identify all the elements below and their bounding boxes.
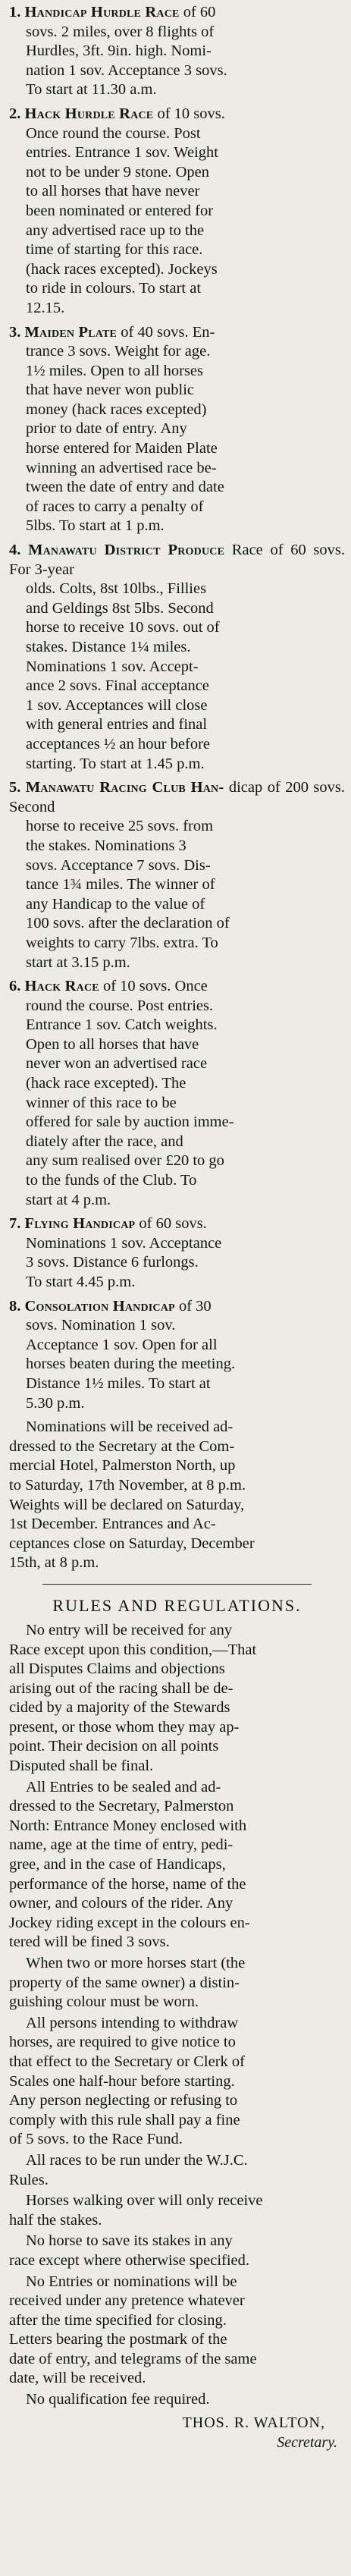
race-title-line	[9, 1214, 345, 1234]
race-line-text: horse entered for Maiden Plate	[26, 440, 218, 457]
race-number: 2.	[9, 105, 21, 122]
paragraph-line: No entry will be received for any	[26, 1621, 233, 1638]
paragraph-line: cided by a majority of the Stewards	[9, 1699, 230, 1717]
paragraph-line: gree, and in the case of Handicaps,	[9, 1856, 226, 1874]
paragraph-line: Scales one half-hour before starting.	[9, 2072, 235, 2090]
race-line-text: ance 2 sovs. Final acceptance	[26, 677, 209, 695]
paragraph-line: North: Entrance Money enclosed with	[9, 1817, 247, 1834]
race-line-text: Distance 1½ miles. To start at	[26, 1374, 211, 1392]
race-line-text: Nominations 1 sov. Accept-	[26, 658, 199, 675]
paragraph-line: guishing colour must be worn.	[9, 1993, 199, 2011]
paragraph-line: Horses walking over will only receive	[26, 2192, 263, 2210]
signature-name: THOS. R. WALTON,	[182, 2414, 325, 2431]
race-line-text: sovs. 2 miles, over 8 flights of	[26, 23, 215, 40]
race-name: Consolation Handicap	[24, 1297, 175, 1315]
race-line-text: To start 4.45 p.m.	[26, 1274, 136, 1290]
race-line-text: of 10 sovs.	[157, 105, 225, 122]
race-line-text: of 60	[183, 4, 216, 20]
paragraph-line: present, or those whom they may ap-	[9, 1718, 240, 1736]
race-line-text: Acceptance 1 sov. Open for all	[26, 1336, 218, 1353]
race-line-text: (hack race excepted). The	[26, 1075, 186, 1092]
race-line-text: Race of 60 sovs. For 3-year	[9, 542, 345, 578]
race-line-text: 5lbs. To start at 1 p.m.	[26, 517, 165, 535]
paragraph-line: dressed to the Secretary at the Com-	[9, 1437, 235, 1455]
race-line-text: time of starting for this race.	[26, 241, 203, 259]
race-line-text: of 40 sovs. En-	[121, 323, 215, 341]
paragraph-line: Race except upon this condition,—That	[9, 1641, 257, 1658]
paragraph-line: mercial Hotel, Palmerston North, up	[9, 1457, 236, 1475]
race-line-text: 3 sovs. Distance 6 furlongs.	[26, 1254, 199, 1271]
race-line-text: offered for sale by auction imme-	[26, 1114, 234, 1131]
paragraph-line: Weights will be declared on Saturday,	[9, 1496, 245, 1513]
paragraph-line: performance of the horse, name of the	[9, 1875, 246, 1893]
paragraph-line: When two or more horses start (the	[26, 1955, 246, 1971]
paragraph-line: all Disputes Claims and objections	[9, 1660, 225, 1678]
race-line-text: prior to date of entry. Any	[26, 420, 187, 438]
rule-paragraph	[9, 2014, 345, 2150]
rule-paragraph	[9, 2232, 345, 2270]
race-line-text: 5.30 p.m.	[26, 1394, 85, 1412]
race-entry	[9, 1297, 345, 1414]
race-line-text: diately after the race, and	[26, 1132, 183, 1150]
paragraph-line: Rules.	[9, 2171, 49, 2188]
race-line-text: sovs. Acceptance 7 sovs. Dis-	[26, 856, 211, 874]
paragraph-line: half the stakes.	[9, 2211, 102, 2229]
race-entry	[9, 3, 345, 100]
race-line-text: with general entries and final	[26, 716, 208, 734]
race-line-text: that have never won public	[26, 382, 195, 399]
race-line-text: never won an advertised race	[26, 1055, 208, 1073]
race-programme	[9, 3, 345, 1413]
race-number: 4.	[9, 542, 21, 559]
race-line-text: any Handicap to the value of	[26, 895, 205, 913]
rule-paragraph	[9, 2191, 345, 2230]
paragraph-line: Any person neglecting or refusing to	[9, 2092, 238, 2109]
race-title-line	[9, 541, 345, 580]
race-line-text: trance 3 sovs. Weight for age.	[26, 343, 211, 360]
signature-title: Secretary.	[277, 2433, 337, 2451]
race-line-text: and Geldings 8st 5lbs. Second	[26, 599, 214, 617]
race-line-text: start at 3.15 p.m.	[26, 953, 130, 971]
race-name: Maiden Plate	[24, 323, 118, 341]
race-line-text: to all horses that have never	[26, 183, 200, 200]
race-line-text: of 30	[178, 1297, 212, 1315]
race-entry	[9, 105, 345, 319]
paragraph-line: race except where otherwise specified.	[9, 2251, 250, 2269]
paragraph-line: No Entries or nominations will be	[26, 2273, 237, 2290]
paragraph-line: tered will be fined 3 sovs.	[9, 1934, 170, 1951]
race-entry	[9, 1214, 345, 1292]
race-line-text: to ride in colours. To start at	[26, 280, 202, 297]
race-line-text: 1½ miles. Open to all horses	[26, 362, 204, 379]
paragraph-line: property of the same owner) a distin-	[9, 1974, 240, 1991]
race-line-text: 1 sov. Acceptances will close	[26, 696, 208, 714]
race-line-text: of races to carry a penalty of	[26, 498, 204, 515]
rule-paragraph	[9, 2273, 345, 2389]
race-line-text: winning an advertised race be-	[26, 459, 217, 476]
race-entry	[9, 323, 345, 537]
rule-paragraph	[9, 1778, 345, 1952]
race-line-text: horse to receive 10 sovs. out of	[26, 619, 220, 636]
race-line-text: of 10 sovs. Once	[102, 978, 208, 995]
race-line-text: any advertised race up to the	[26, 221, 205, 239]
race-line-text: sovs. Nomination 1 sov.	[26, 1317, 176, 1334]
race-number: 5.	[9, 779, 21, 796]
paragraph-line: owner, and colours of the rider. Any	[9, 1895, 233, 1912]
paragraph-line: date of entry, and telegrams of the same	[9, 2350, 257, 2367]
nominations-paragraph	[9, 1418, 345, 1573]
race-line-text: acceptances ½ an hour before	[26, 735, 211, 752]
paragraph-line: to Saturday, 17th November, at 8 p.m.	[9, 1476, 246, 1494]
paragraph-line: name, age at the time of entry, pedi-	[9, 1836, 233, 1854]
rule-paragraph	[9, 1954, 345, 2012]
race-entry	[9, 977, 345, 1210]
paragraph-line: that effect to the Secretary or Clerk of	[9, 2053, 245, 2070]
race-entry	[9, 541, 345, 774]
race-number: 6.	[9, 978, 21, 995]
race-line-text: round the course. Post entries.	[26, 997, 214, 1014]
paragraph-line: Disputed shall be final.	[9, 1758, 154, 1775]
race-title-line	[9, 977, 345, 997]
race-line-text: To start at 11.30 a.m.	[26, 81, 157, 99]
race-line-text: 12.15.	[26, 299, 65, 316]
paragraph-line: All persons intending to withdraw	[26, 2014, 239, 2031]
race-line-text: starting. To start at 1.45 p.m.	[26, 755, 205, 772]
race-line-text: nation 1 sov. Acceptance 3 sovs.	[26, 61, 227, 79]
rules-section	[9, 1621, 345, 2410]
race-name: Flying Handicap	[24, 1215, 136, 1233]
race-line-text: dicap of 200 sovs. Second	[9, 779, 346, 815]
paragraph-line: ceptances close on Saturday, December	[9, 1535, 255, 1552]
race-entry	[9, 778, 345, 972]
race-line-text: stakes. Distance 1¼ miles.	[26, 639, 191, 655]
rules-heading: RULES AND REGULATIONS.	[52, 1595, 302, 1615]
paragraph-line: point. Their decision on all points	[9, 1738, 219, 1755]
race-title-line	[9, 778, 345, 817]
paragraph-line: Letters bearing the postmark of the	[9, 2331, 227, 2348]
race-title-line	[9, 323, 345, 343]
race-number: 7.	[9, 1215, 21, 1233]
paragraph-line: No qualification fee required.	[26, 2391, 210, 2408]
race-title-line	[9, 105, 345, 124]
race-line-text: been nominated or entered for	[26, 202, 214, 219]
race-line-text: start at 4 p.m.	[26, 1191, 111, 1208]
paragraph-line: All races to be run under the W.J.C.	[26, 2151, 248, 2169]
race-line-text: any sum realised over £20 to go	[26, 1152, 224, 1170]
race-name: Hack Race	[24, 978, 99, 995]
race-line-text: Once round the course. Post	[26, 124, 201, 142]
race-line-text: horse to receive 25 sovs. from	[26, 818, 214, 835]
paragraph-line: All Entries to be sealed and ad-	[26, 1778, 221, 1795]
race-name: Handicap Hurdle Race	[24, 4, 180, 20]
paragraph-line: 1st December. Entrances and Ac-	[9, 1516, 216, 1533]
paragraph-line: Nominations will be received ad-	[26, 1418, 233, 1436]
race-line-text: Entrance 1 sov. Catch weights.	[26, 1016, 218, 1034]
race-name: Hack Hurdle Race	[24, 105, 154, 122]
race-number: 1.	[9, 4, 21, 20]
race-line-text: to the funds of the Club. To	[26, 1172, 197, 1189]
rule-paragraph	[9, 2390, 345, 2410]
race-line-text: of 60 sovs.	[139, 1215, 207, 1233]
race-line-text: Hurdles, 3ft. 9in. high. Nomi-	[26, 42, 212, 60]
paragraph-line: received under any pretence whatever	[9, 2292, 245, 2310]
race-line-text: horses beaten during the meeting.	[26, 1356, 236, 1373]
race-title-line	[9, 3, 345, 23]
race-name: Manawatu District Produce	[28, 542, 225, 559]
race-line-text: money (hack races excepted)	[26, 401, 207, 418]
paragraph-line: 15th, at 8 p.m.	[9, 1554, 99, 1572]
race-line-text: not to be under 9 stone. Open	[26, 163, 209, 181]
race-line-text: tance 1¾ miles. The winner of	[26, 876, 215, 894]
rule-paragraph	[9, 2151, 345, 2190]
race-title-line	[9, 1297, 345, 1317]
paragraph-line: after the time specified for closing.	[9, 2311, 227, 2329]
race-line-text: Nominations 1 sov. Acceptance	[26, 1234, 222, 1252]
race-name: Manawatu Racing Club Han-	[25, 779, 224, 796]
paragraph-line: date, will be received.	[9, 2370, 146, 2387]
race-line-text: Open to all horses that have	[26, 1035, 199, 1053]
rule-paragraph	[9, 1621, 345, 1776]
paragraph-line: horses, are required to give notice to	[9, 2034, 236, 2051]
paragraph-line: No horse to save its stakes in any	[26, 2232, 233, 2250]
paragraph-line: dressed to the Secretary, Palmerston	[9, 1798, 234, 1815]
section-divider	[42, 1584, 312, 1585]
race-line-text: weights to carry 7lbs. extra. To	[26, 934, 218, 951]
race-line-text: olds. Colts, 8st 10lbs., Fillies	[26, 580, 207, 598]
race-line-text: tween the date of entry and date	[26, 479, 224, 496]
race-number: 8.	[9, 1297, 21, 1315]
race-line-text: (hack races excepted). Jockeys	[26, 260, 218, 278]
race-line-text: winner of this race to be	[26, 1094, 177, 1111]
race-line-text: 100 sovs. after the declaration of	[26, 915, 230, 932]
paragraph-line: of 5 sovs. to the Race Fund.	[9, 2131, 183, 2148]
paragraph-line: Jockey riding except in the colours en-	[9, 1914, 250, 1931]
race-line-text: the stakes. Nominations 3	[26, 837, 186, 854]
paragraph-line: arising out of the racing shall be de-	[9, 1679, 233, 1697]
race-number: 3.	[9, 323, 21, 341]
race-line-text: entries. Entrance 1 sov. Weight	[26, 144, 218, 162]
paragraph-line: comply with this rule shall pay a fine	[9, 2111, 240, 2128]
